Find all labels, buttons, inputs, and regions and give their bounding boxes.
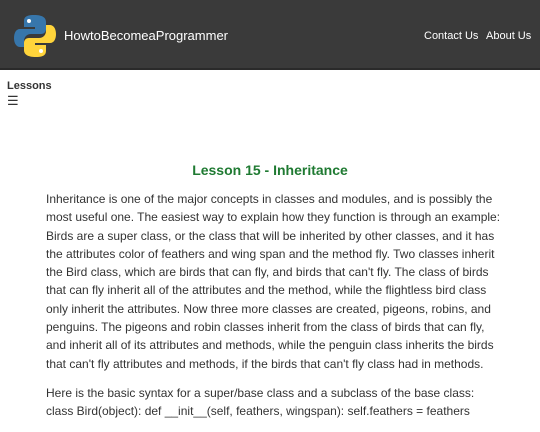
page-title: Lesson 15 - Inheritance [192, 162, 348, 178]
lessons-label: Lessons [7, 80, 52, 92]
hamburger-menu-icon[interactable]: ☰ [7, 93, 19, 108]
lesson-paragraph: Inheritance is one of the major concepts in classes and modules, and is possibly the most useful one. The easiest way to explain how they function is through an example: Birds are a super class, or the class that will be inherited by other classes, and it has the attributes color of feathers and wing span and the method fly. Two classes inherit the Bird class, which are birds that can fly, and birds that can't fly. The class of birds that can fly inherit all of the attributes and the method, while the flightless bird class only inherit the attributes. Now three more classes are created, pigeons, robins, and penguins. The pigeons and robin classes inherit from the class of birds that can fly, and inherit all of its attributes and methods, while the penguin class inherits the birds that can't fly attributes and methods, if the birds that can't fly class had in methods. [46, 192, 501, 371]
lesson-paragraph: Here is the basic syntax for a super/base class and a subclass of the base class: class Bird(object): def __init__(self, feathers, wingspan): self.feathers = feathers [46, 385, 475, 419]
nav-contact-us[interactable]: Contact Us [424, 30, 479, 42]
nav-about-us[interactable]: About Us [486, 30, 532, 42]
python-logo-icon[interactable] [12, 13, 58, 59]
lesson-content [46, 190, 501, 432]
top-navbar [0, 0, 540, 70]
brand-link[interactable]: HowtoBecomeaProgrammer [64, 28, 229, 43]
